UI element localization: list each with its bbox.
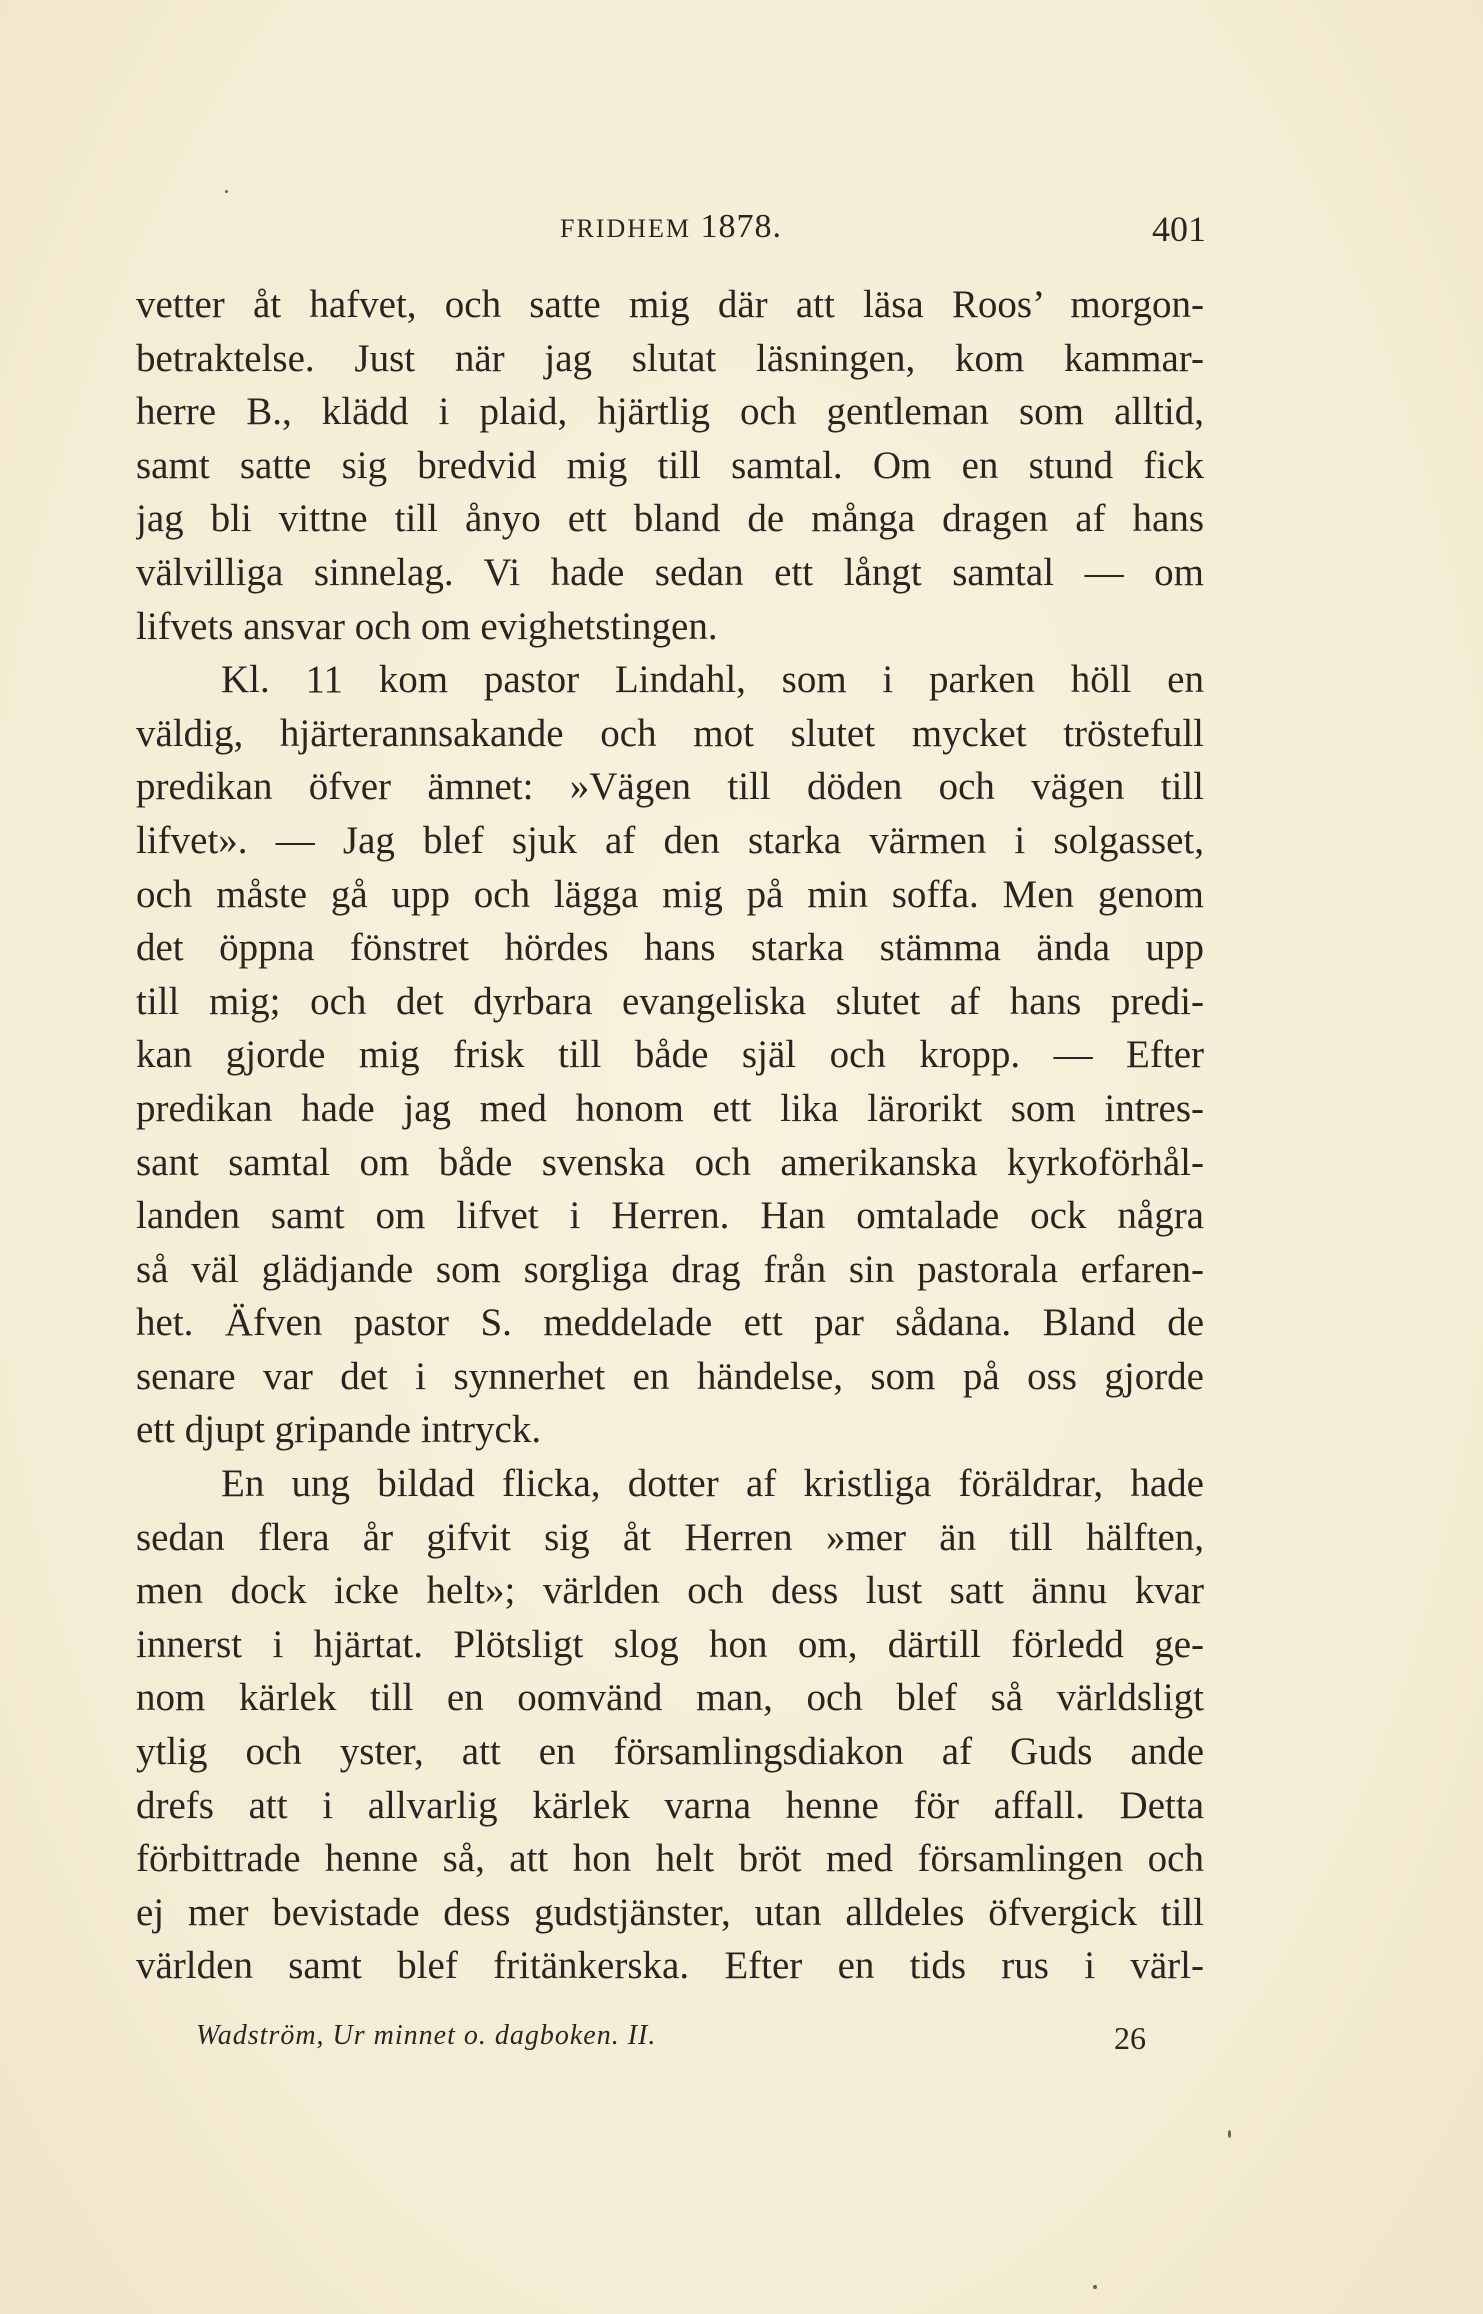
text-line: förbittrade henne så, att hon helt bröt med församlingen och xyxy=(136,1837,1204,1881)
text-line: samt satte sig bredvid mig till samtal. Om en stund fick xyxy=(136,443,1204,487)
paragraph-start-line: En ung bildad flicka, dotter af kristliga föräldrar, hade xyxy=(221,1462,1204,1506)
page-footer xyxy=(196,2020,1146,2066)
page-number: 401 xyxy=(1152,209,1206,249)
text-line: senare var det i synnerhet en händelse, som på oss gjorde xyxy=(136,1354,1204,1398)
body-text xyxy=(136,278,1204,1993)
signature-mark: 26 xyxy=(1114,2020,1146,2056)
text-line: vetter åt hafvet, och satte mig där att läsa Roos’ morgon- xyxy=(136,283,1204,326)
text-line: innerst i hjärtat. Plötsligt slog hon om, därtill förledd ge- xyxy=(136,1622,1204,1666)
text-line: och måste gå upp och lägga mig på min soffa. Men genom xyxy=(136,872,1204,916)
text-line: kan gjorde mig frisk till både själ och kropp. — Efter xyxy=(136,1033,1204,1077)
text-line: lifvets ansvar och om evighetstingen. xyxy=(136,604,718,648)
running-title-year: 1878. xyxy=(700,208,782,245)
text-line: sedan flera år gifvit sig åt Herren »mer än till hälften, xyxy=(136,1515,1204,1559)
paper-speck xyxy=(1228,2130,1231,2138)
text-line: sant samtal om både svenska och amerikanska kyrkoförhål- xyxy=(136,1140,1204,1184)
text-line: ej mer bevistade dess gudstjänster, utan alldeles öfvergick till xyxy=(136,1890,1204,1934)
text-line: betraktelse. Just när jag slutat läsningen, kom kammar- xyxy=(136,336,1204,380)
text-line: till mig; och det dyrbara evangeliska slutet af hans predi- xyxy=(136,979,1204,1023)
page-header xyxy=(136,208,1206,258)
text-line: landen samt om lifvet i Herren. Han omtalade ock några xyxy=(136,1194,1204,1238)
running-title-place: FRIDHEM xyxy=(559,214,691,243)
text-line: nom kärlek till en oomvänd man, och blef så världsligt xyxy=(136,1676,1204,1720)
text-line: så väl glädjande som sorgliga drag från sin pastorala erfaren- xyxy=(136,1247,1204,1291)
text-line: ytlig och yster, att en församlingsdiakon af Guds ande xyxy=(136,1730,1204,1774)
text-line: drefs att i allvarlig kärlek varna henne för affall. Detta xyxy=(136,1783,1204,1827)
text-line: herre B., klädd i plaid, hjärtlig och gentleman som alltid, xyxy=(136,390,1204,434)
paragraph-start-line: Kl. 11 kom pastor Lindahl, som i parken höll en xyxy=(221,658,1204,702)
text-line: lifvet». — Jag blef sjuk af den starka värmen i solgasset, xyxy=(136,818,1204,862)
footer-source: Wadström, Ur minnet o. dagboken. II. xyxy=(196,2020,657,2051)
running-title xyxy=(136,208,1206,246)
text-line: predikan öfver ämnet: »Vägen till döden och vägen till xyxy=(136,765,1204,809)
text-line: jag bli vittne till ånyo ett bland de många dragen af hans xyxy=(136,497,1204,541)
text-line: världen samt blef fritänkerska. Efter en tids rus i värl- xyxy=(136,1944,1204,1988)
text-line: ett djupt gripande intryck. xyxy=(136,1408,542,1452)
text-line: men dock icke helt»; världen och dess lust satt ännu kvar xyxy=(136,1569,1204,1613)
paper-speck xyxy=(225,190,228,193)
text-line: het. Äfven pastor S. meddelade ett par sådana. Bland de xyxy=(136,1301,1204,1345)
text-line: det öppna fönstret hördes hans starka stämma ända upp xyxy=(136,926,1204,970)
text-line: predikan hade jag med honom ett lika lärorikt som intres- xyxy=(136,1086,1204,1130)
text-line: väldig, hjärterannsakande och mot slutet mycket tröstefull xyxy=(136,711,1204,755)
text-line: välvilliga sinnelag. Vi hade sedan ett långt samtal — om xyxy=(136,550,1204,594)
paper-speck xyxy=(1093,2285,1097,2289)
